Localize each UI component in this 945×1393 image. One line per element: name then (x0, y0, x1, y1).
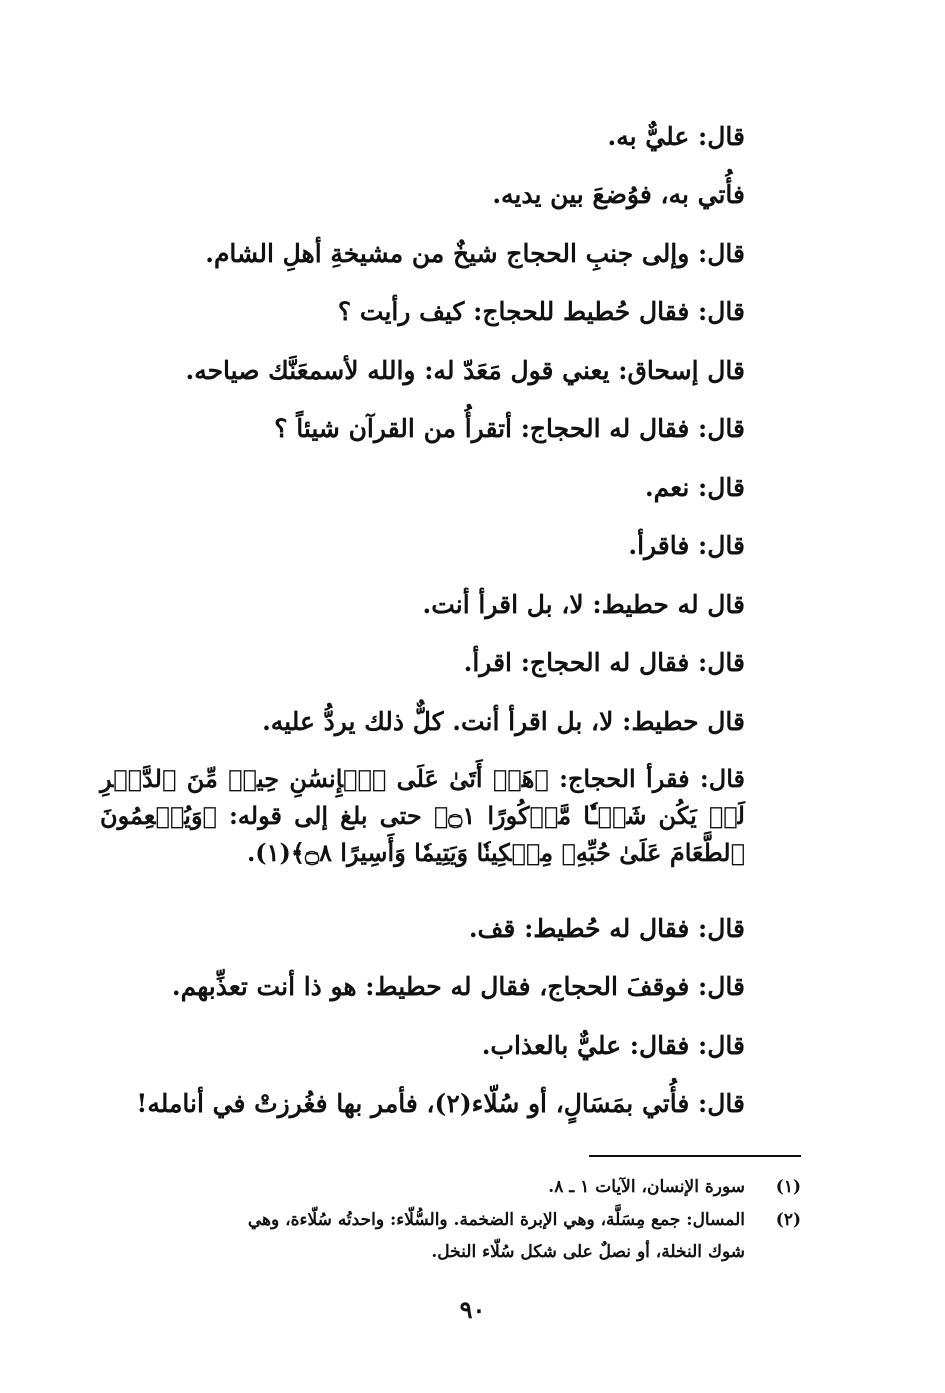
paragraph: قال: عليٌّ به. (607, 122, 745, 151)
paragraph: قال له حطيط: لا، بل اقرأ أنت. (422, 590, 745, 619)
paragraph: قال: فأُتي بمَسَالٍ، أو سُلّاء(٢)، فأمر بها فغُرزتْ في أنامله! (136, 1089, 745, 1118)
footnote-text: سورة الإنسان، الآيات ١ ـ ٨. (548, 1177, 745, 1197)
quran-passage: قال: فقرأ الحجاج: ﴿هَلۡ أَتَىٰ عَلَى ٱلۡإِنسَٰنِ حِينٞ مِّنَ ٱلدَّهۡرِ لَمۡ يَكُن شَيۡـٔٗا مَّذۡكُورًا ۝١﴾ حتى بلغ إلى قوله: ﴿وَيُطۡعِمُونَ ٱلطَّعَامَ عَلَىٰ حُبِّهِۦ مِسۡكِينٗا وَيَتِيمٗا وَأَسِيرًا ۝٨﴾(١). (100, 764, 745, 867)
paragraph: قال إسحاق: يعني قول مَعَدّ له: والله لأسمعَنَّك صياحه. (185, 356, 745, 385)
paragraph: قال: فقال له الحجاج: أتقرأُ من القرآن شيئاً ؟ (274, 414, 745, 443)
paragraph: قال: فقال له حُطيط: قف. (468, 914, 745, 943)
paragraph: قال: فوقفَ الحجاج، فقال له حطيط: هو ذا أنت تعذِّبهم. (171, 972, 745, 1001)
paragraph: قال حطيط: لا، بل اقرأ أنت. كلٌّ ذلك يردُّ عليه. (262, 707, 745, 736)
paragraph: قال: فقال حُطيط للحجاج: كيف رأيت ؟ (337, 297, 745, 326)
paragraph: قال: نعم. (644, 473, 745, 502)
paragraph: قال: فقال: عليٌّ بالعذاب. (481, 1031, 745, 1060)
footnote-text: المسال: جمع مِسَلَّة، وهي الإبرة الضخمة. والسُّلّاء: واحدتُه سُلّاءة، وهي (247, 1210, 745, 1230)
footnote-number: (٢) (775, 1210, 801, 1230)
footnote-number: (١) (775, 1177, 801, 1197)
paragraph: قال: فاقرأ. (628, 531, 745, 560)
paragraph: قال: فقال له الحجاج: اقرأ. (463, 648, 745, 677)
footnote-divider (589, 1155, 801, 1157)
paragraph: فأُتي به، فوُضعَ بين يديه. (492, 180, 745, 209)
paragraph: قال: وإلى جنبِ الحجاج شيخٌ من مشيخةِ أهلِ الشام. (205, 239, 745, 268)
page-number: ٩٠ (459, 1295, 486, 1324)
footnote-text: شوك النخلة، أو نصلٌ على شكل سُلّاء النخل. (431, 1242, 745, 1262)
